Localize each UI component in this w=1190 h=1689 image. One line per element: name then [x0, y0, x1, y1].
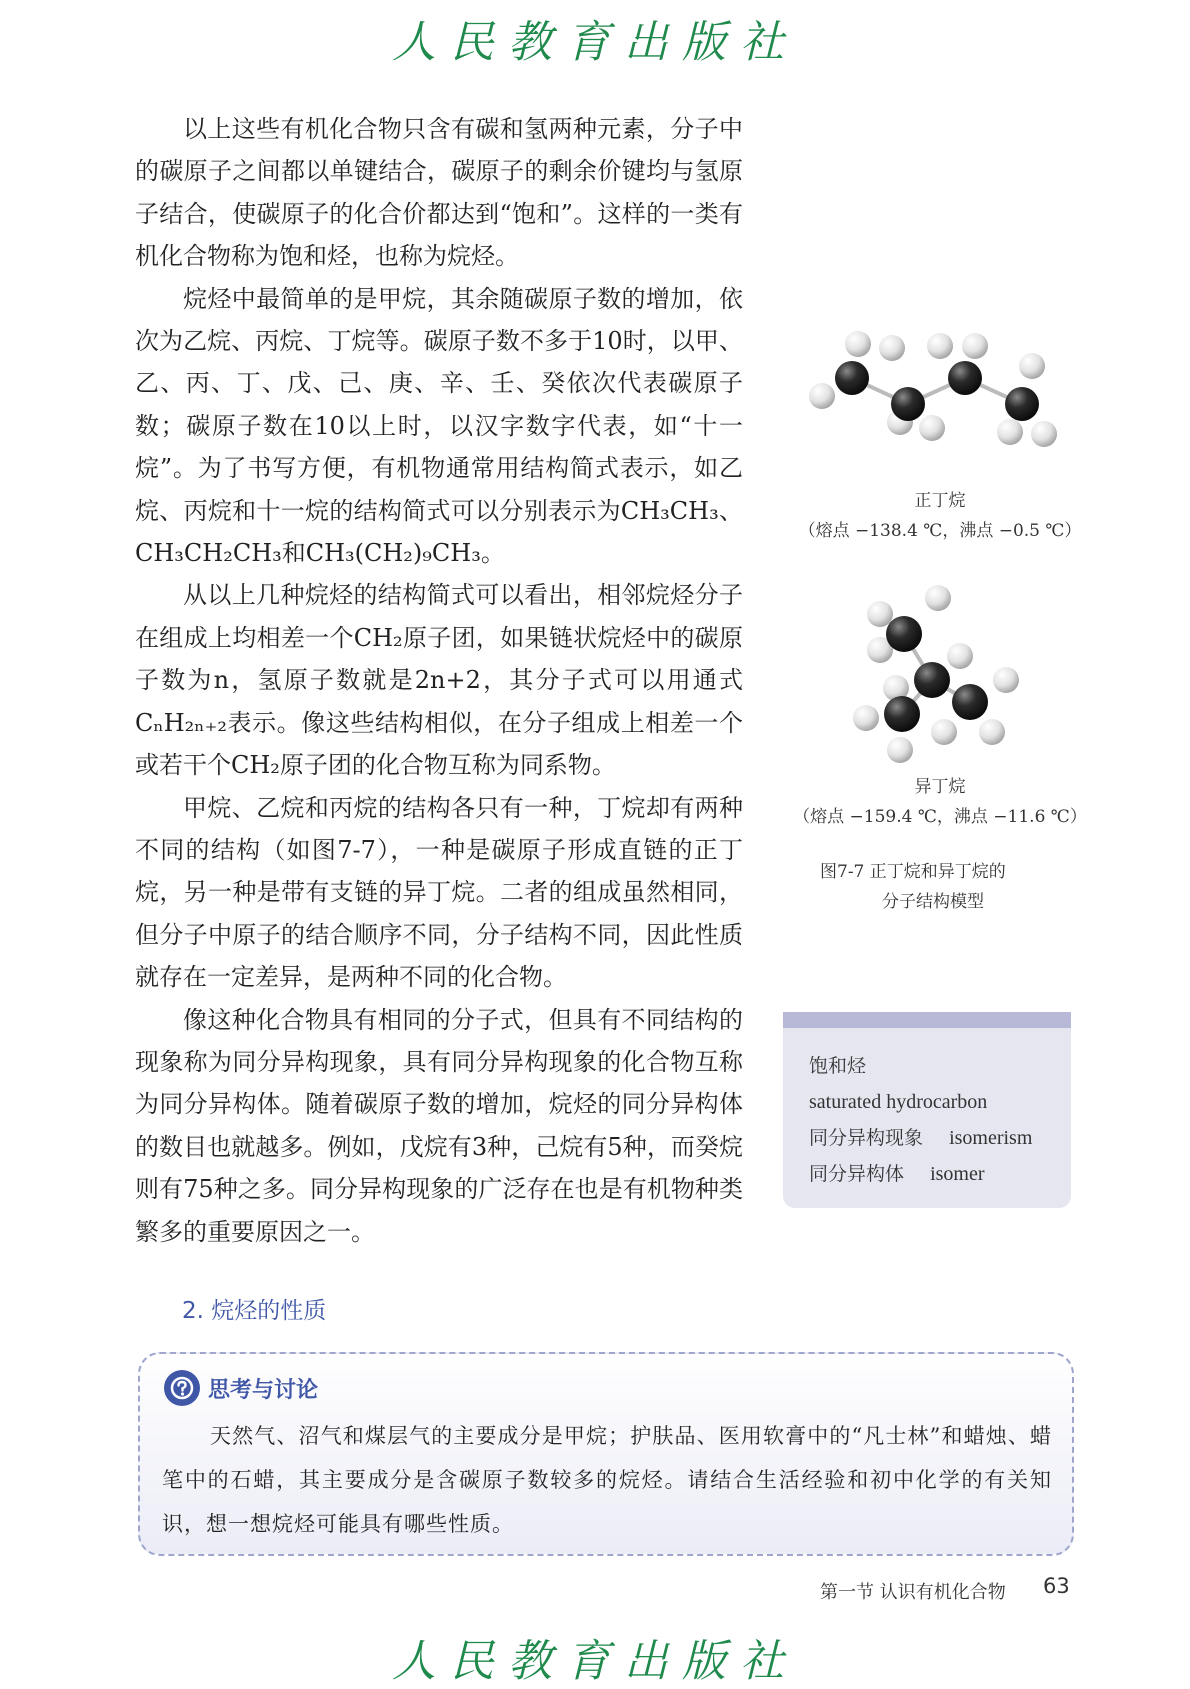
- glossary-term-saturated-hydrocarbon-en: saturated hydrocarbon: [809, 1091, 988, 1113]
- page-number: 63: [1043, 1574, 1070, 1598]
- glossary-box: [783, 1012, 1071, 1208]
- discussion-title: 思考与讨论: [208, 1377, 319, 1403]
- paragraph-isomerism: 像这种化合物具有相同的分子式，但具有不同结构的现象称为同分异构现象，具有同分异构现象的化合物互称为同分异构体。随着碳原子数的增加，烷烃的同分异构体的数目也就越多。例如，戊烷有3种，己烷有5种，而癸烷则有75种之多。同分异构现象的广泛存在也是有机物种类繁多的重要原因之一。: [135, 1005, 743, 1246]
- paragraph-homologues: 从以上几种烷烃的结构简式可以看出，相邻烷烃分子在组成上均相差一个CH₂原子团，如果链状烷烃中的碳原子数为n，氢原子数就是2n+2，其分子式可以用通式CₙH₂ₙ₊₂表示。像这些结构相似，在分子组成上相差一个或若干个CH₂原子团的化合物互称为同系物。: [135, 581, 743, 780]
- figure-caption: [820, 857, 1006, 917]
- paragraph-saturated-hydrocarbon: 以上这些有机化合物只含有碳和氢两种元素，分子中的碳原子之间都以单键结合，碳原子的剩余价键均与氢原子结合，使碳原子的化合价都达到“饱和”。这样的一类有机化合物称为饱和烃，也称为烷烃。: [135, 115, 743, 271]
- n-butane-properties: （熔点 −138.4 ℃，沸点 −0.5 ℃）: [798, 521, 1082, 541]
- n-butane-name: 正丁烷: [914, 491, 966, 511]
- isobutane-properties: （熔点 −159.4 ℃，沸点 −11.6 ℃）: [793, 807, 1087, 827]
- n-butane-model: [800, 320, 1060, 460]
- isobutane-name: 异丁烷: [914, 777, 966, 797]
- paragraph-butane-isomers: 甲烷、乙烷和丙烷的结构各只有一种，丁烷却有两种不同的结构（如图7-7），一种是碳原子形成直链的正丁烷，另一种是带有支链的异丁烷。二者的组成虽然相同，但分子中原子的结合顺序不同，分子结构不同，因此性质就存在一定差异，是两种不同的化合物。: [135, 793, 743, 992]
- paragraph-alkane-naming: 烷烃中最简单的是甲烷，其余随碳原子数的增加，依次为乙烷、丙烷、丁烷等。碳原子数不多于10时，以甲、乙、丙、丁、戊、己、庚、辛、壬、癸依次代表碳原子数；碳原子数在10以上时，以汉字数字代表，如“十一烷”。为了书写方便，有机物通常用结构简式表示，如乙烷、丙烷和十一烷的结构简式可以分别表示为CH₃CH₃、CH₃CH₂CH₃和CH₃(CH₂)₉CH₃。: [135, 284, 743, 568]
- isobutane-model: [840, 582, 1040, 772]
- publisher-logo-bottom: 人民教育出版社: [392, 1636, 798, 1687]
- question-bubble-icon: [164, 1370, 200, 1406]
- figure-caption-line1: 图7-7 正丁烷和异丁烷的: [820, 862, 1006, 882]
- discussion-box: [138, 1352, 1074, 1556]
- figure-caption-line2: 分子结构模型: [882, 892, 984, 912]
- glossary-term-isomerism-en: isomerism: [949, 1127, 1033, 1149]
- section-heading: 2. 烷烃的性质: [182, 1298, 327, 1324]
- discussion-body: 天然气、沼气和煤层气的主要成分是甲烷；护肤品、医用软膏中的“凡士林”和蜡烛、蜡笔中的石蜡，其主要成分是含碳原子数较多的烷烃。请结合生活经验和初中化学的有关知识，想一想烷烃可能具有哪些性质。: [162, 1424, 1052, 1536]
- glossary-term-isomer-cn: 同分异构体: [809, 1163, 905, 1185]
- publisher-logo-top: 人民教育出版社: [392, 17, 798, 68]
- discussion-header: [164, 1368, 318, 1408]
- glossary-row-isomerism: [809, 1120, 1071, 1156]
- glossary-term-saturated-hydrocarbon-cn: 饱和烃: [809, 1055, 867, 1077]
- glossary-term-isomer-en: isomer: [930, 1163, 985, 1185]
- main-text: [135, 108, 743, 1253]
- glossary-term-isomerism-cn: 同分异构现象: [809, 1127, 924, 1149]
- glossary-row-isomer: [809, 1156, 1071, 1192]
- footer-section-title: 第一节 认识有机化合物: [820, 1582, 1006, 1603]
